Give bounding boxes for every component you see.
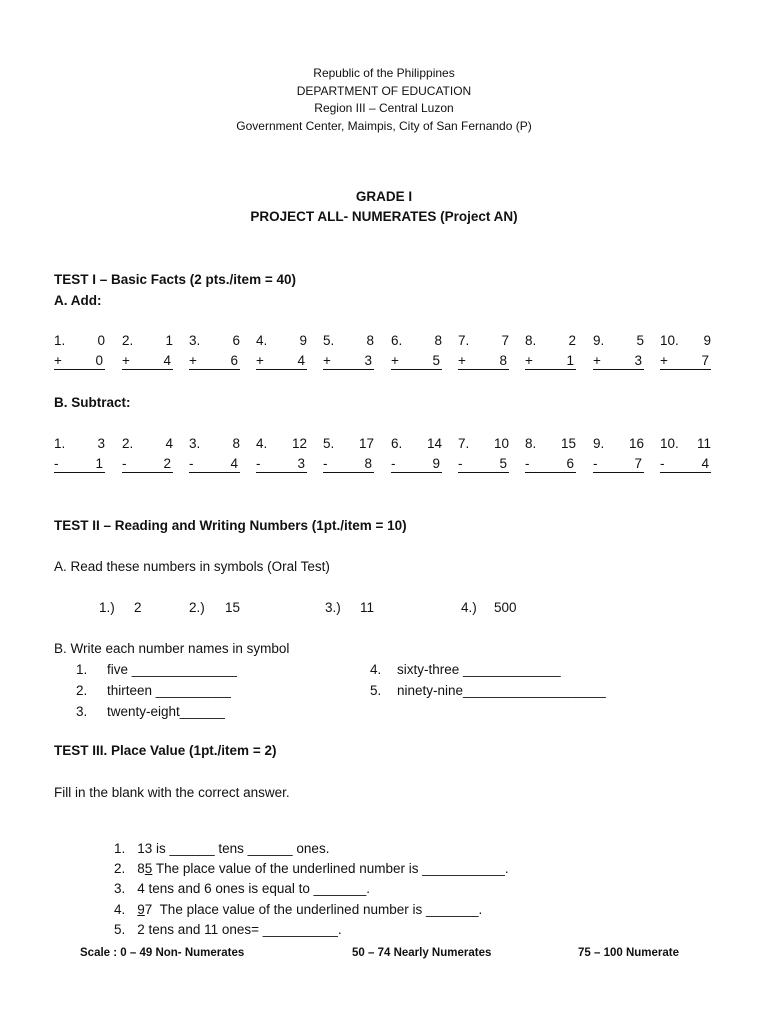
write-item-text: ninety-nine___________________ bbox=[397, 683, 606, 698]
top-operand: 16 bbox=[628, 436, 644, 451]
write-item-number: 5. bbox=[370, 683, 382, 698]
operator: + bbox=[256, 353, 264, 368]
item-text: The place value of the underlined number is ___________. bbox=[152, 861, 509, 876]
problem-number: 4. bbox=[256, 333, 268, 348]
read-item-value: 2 bbox=[134, 600, 142, 615]
item-number: 3. bbox=[114, 881, 126, 896]
bottom-operand: 1 bbox=[95, 456, 103, 471]
answer-line bbox=[593, 352, 644, 370]
problem-number: 5. bbox=[323, 333, 335, 348]
answer-line bbox=[660, 352, 711, 370]
top-operand: 3 bbox=[97, 436, 105, 451]
operator: + bbox=[189, 353, 197, 368]
problem-number: 7. bbox=[458, 436, 470, 451]
scale-low: Scale : 0 – 49 Non- Numerates bbox=[80, 947, 245, 959]
top-operand: 14 bbox=[426, 436, 442, 451]
read-item-number: 4.) bbox=[461, 600, 477, 615]
answer-line bbox=[525, 352, 576, 370]
item-text: 4 tens and 6 ones is equal to _______. bbox=[137, 881, 370, 896]
top-operand: 15 bbox=[560, 436, 576, 451]
operator: + bbox=[660, 353, 668, 368]
operator: - bbox=[189, 456, 194, 471]
problem-number: 5. bbox=[323, 436, 335, 451]
write-item-number: 4. bbox=[370, 662, 382, 677]
answer-line bbox=[660, 455, 711, 473]
bottom-operand: 8 bbox=[499, 353, 507, 368]
bottom-operand: 7 bbox=[634, 456, 642, 471]
problem-number: 6. bbox=[391, 333, 403, 348]
operator: - bbox=[256, 456, 261, 471]
problem-number: 10. bbox=[660, 333, 679, 348]
top-operand: 7 bbox=[501, 333, 509, 348]
top-operand: 9 bbox=[703, 333, 711, 348]
item-number: 5. bbox=[114, 922, 126, 937]
letterhead-line: Government Center, Maimpis, City of San Fernando (P) bbox=[236, 119, 532, 133]
operator: - bbox=[593, 456, 598, 471]
bottom-operand: 5 bbox=[499, 456, 507, 471]
read-item-value: 15 bbox=[225, 600, 241, 615]
write-item-number: 3. bbox=[76, 704, 88, 719]
bottom-operand: 9 bbox=[432, 456, 440, 471]
problem-number: 8. bbox=[525, 436, 537, 451]
bottom-operand: 6 bbox=[566, 456, 574, 471]
operator: - bbox=[323, 456, 328, 471]
test3-heading: TEST III. Place Value (1pt./item = 2) bbox=[54, 743, 277, 758]
test2-a-heading: A. Read these numbers in symbols (Oral Test) bbox=[54, 559, 330, 574]
problem-number: 2. bbox=[122, 436, 134, 451]
answer-line bbox=[189, 455, 240, 473]
operator: + bbox=[323, 353, 331, 368]
top-operand: 6 bbox=[232, 333, 240, 348]
read-item-value: 11 bbox=[360, 600, 375, 615]
bottom-operand: 4 bbox=[701, 456, 709, 471]
operator: - bbox=[391, 456, 396, 471]
answer-line bbox=[525, 455, 576, 473]
grade-title: GRADE I bbox=[355, 189, 413, 204]
bottom-operand: 4 bbox=[297, 353, 305, 368]
top-operand: 4 bbox=[165, 436, 173, 451]
subtract-heading: B. Subtract: bbox=[54, 395, 131, 410]
answer-line bbox=[458, 455, 509, 473]
problem-number: 8. bbox=[525, 333, 537, 348]
place-value-item bbox=[99, 907, 342, 952]
answer-line bbox=[391, 352, 442, 370]
read-item-number: 3.) bbox=[325, 600, 341, 615]
bottom-operand: 1 bbox=[566, 353, 574, 368]
write-item-number: 2. bbox=[76, 683, 88, 698]
letterhead-line: Republic of the Philippines bbox=[313, 66, 455, 80]
answer-line bbox=[391, 455, 442, 473]
operator: + bbox=[122, 353, 130, 368]
item-text: 7 The place value of the underlined number is _______. bbox=[144, 902, 483, 917]
problem-number: 9. bbox=[593, 436, 605, 451]
bottom-operand: 7 bbox=[701, 353, 709, 368]
answer-line bbox=[189, 352, 240, 370]
bottom-operand: 4 bbox=[163, 353, 171, 368]
problem-number: 10. bbox=[660, 436, 679, 451]
answer-line bbox=[256, 455, 307, 473]
answer-line bbox=[323, 352, 374, 370]
operator: - bbox=[660, 456, 665, 471]
top-operand: 11 bbox=[696, 436, 711, 451]
bottom-operand: 4 bbox=[230, 456, 238, 471]
operator: - bbox=[458, 456, 463, 471]
answer-line bbox=[54, 352, 105, 370]
test3-instruction: Fill in the blank with the correct answer. bbox=[54, 785, 290, 800]
write-item-text: five ______________ bbox=[107, 662, 237, 677]
item-text: 2 tens and 11 ones= __________. bbox=[137, 922, 342, 937]
bottom-operand: 8 bbox=[364, 456, 372, 471]
operator: + bbox=[458, 353, 466, 368]
top-operand: 8 bbox=[366, 333, 374, 348]
answer-line bbox=[54, 455, 105, 473]
answer-line bbox=[122, 352, 173, 370]
letterhead-line: DEPARTMENT OF EDUCATION bbox=[296, 84, 472, 98]
item-text: 8 bbox=[137, 861, 145, 876]
top-operand: 17 bbox=[358, 436, 374, 451]
item-number: 4. bbox=[114, 902, 126, 917]
top-operand: 12 bbox=[291, 436, 307, 451]
answer-line bbox=[458, 352, 509, 370]
top-operand: 9 bbox=[299, 333, 307, 348]
bottom-operand: 0 bbox=[95, 353, 103, 368]
problem-number: 2. bbox=[122, 333, 134, 348]
item-number: 2. bbox=[114, 861, 126, 876]
letterhead-line: Region III – Central Luzon bbox=[314, 101, 454, 115]
operator: + bbox=[525, 353, 533, 368]
item-number: 1. bbox=[114, 841, 126, 856]
bottom-operand: 3 bbox=[297, 456, 305, 471]
problem-number: 6. bbox=[391, 436, 403, 451]
problem-number: 3. bbox=[189, 333, 201, 348]
operator: + bbox=[54, 353, 62, 368]
test2-heading: TEST II – Reading and Writing Numbers (1pt./item = 10) bbox=[54, 518, 407, 533]
answer-line bbox=[256, 352, 307, 370]
problem-number: 9. bbox=[593, 333, 605, 348]
bottom-operand: 3 bbox=[364, 353, 372, 368]
underlined-digit: 5 bbox=[144, 861, 153, 876]
top-operand: 0 bbox=[97, 333, 105, 348]
problem-number: 1. bbox=[54, 436, 66, 451]
bottom-operand: 3 bbox=[634, 353, 642, 368]
read-item-number: 1.) bbox=[99, 600, 115, 615]
write-item-text: thirteen __________ bbox=[107, 683, 231, 698]
top-operand: 8 bbox=[232, 436, 240, 451]
top-operand: 2 bbox=[568, 333, 576, 348]
read-item-number: 2.) bbox=[189, 600, 205, 615]
problem-number: 4. bbox=[256, 436, 268, 451]
operator: + bbox=[391, 353, 399, 368]
operator: - bbox=[122, 456, 127, 471]
scale-high: 75 – 100 Numerate bbox=[578, 947, 680, 959]
bottom-operand: 6 bbox=[230, 353, 238, 368]
answer-line bbox=[323, 455, 374, 473]
read-item-value: 500 bbox=[494, 600, 517, 615]
operator: + bbox=[593, 353, 601, 368]
problem-number: 3. bbox=[189, 436, 201, 451]
project-title: PROJECT ALL- NUMERATES (Project AN) bbox=[250, 209, 518, 224]
problem-number: 1. bbox=[54, 333, 66, 348]
write-item-number: 1. bbox=[76, 662, 88, 677]
item-text: 13 is ______ tens ______ ones. bbox=[137, 841, 330, 856]
underlined-digit: 9 bbox=[137, 902, 145, 917]
scale-mid: 50 – 74 Nearly Numerates bbox=[352, 947, 492, 959]
operator: - bbox=[54, 456, 59, 471]
write-item-text: sixty-three _____________ bbox=[397, 662, 561, 677]
test1-heading: TEST I – Basic Facts (2 pts./item = 40) bbox=[54, 272, 296, 287]
add-heading: A. Add: bbox=[54, 293, 102, 308]
operator: - bbox=[525, 456, 530, 471]
top-operand: 5 bbox=[636, 333, 644, 348]
top-operand: 1 bbox=[165, 333, 173, 348]
bottom-operand: 2 bbox=[163, 456, 171, 471]
write-item-text: twenty-eight______ bbox=[107, 704, 225, 719]
problem-number: 7. bbox=[458, 333, 470, 348]
top-operand: 10 bbox=[493, 436, 509, 451]
top-operand: 8 bbox=[434, 333, 442, 348]
answer-line bbox=[122, 455, 173, 473]
answer-line bbox=[593, 455, 644, 473]
bottom-operand: 5 bbox=[432, 353, 440, 368]
test2-b-heading: B. Write each number names in symbol bbox=[54, 641, 290, 656]
